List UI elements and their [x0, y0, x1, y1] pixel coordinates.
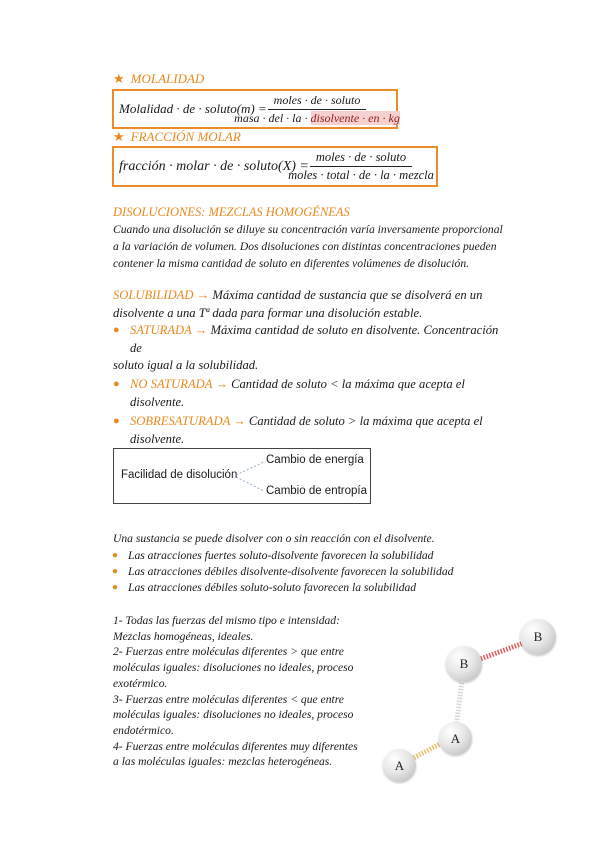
fraccion-numerator: moles · de · soluto: [310, 150, 412, 167]
interacciones-list: [112, 548, 453, 596]
fuerzas-line: Mezclas homogéneas, ideales.: [113, 629, 254, 643]
solubilidad-block: [113, 287, 543, 322]
star-icon: ★: [113, 71, 125, 86]
bullet-icon: ●: [112, 582, 119, 593]
fuerzas-line: 3- Fuerzas entre moléculas diferentes < que entre: [113, 692, 344, 706]
molalidad-denominator: masa · del · la · disolvente · en · kg: [234, 111, 400, 125]
sobresaturada-cont: disolvente.: [130, 431, 185, 446]
disoluciones-line: a la variación de volumen. Dos disoluciones con distintas concentraciones pueden: [113, 240, 497, 253]
molecule-a-upper: A: [439, 722, 472, 755]
fuerzas-line: a las moléculas iguales: mezclas heterogéneas.: [113, 755, 333, 769]
bullet-icon: ●: [112, 550, 119, 561]
disoluciones-line: Cuando una disolución se diluye su concentración varía inversamente proporcional: [113, 223, 503, 236]
diagram-left-label: Facilidad de disolución: [121, 469, 238, 481]
fraccion-heading: ★ FRACCIÓN MOLAR: [113, 129, 241, 144]
saturada-cont: de: [130, 340, 142, 355]
solubilidad-text: Máxima cantidad de sustancia que se disolverá en un: [209, 288, 483, 302]
bullet-icon: ●: [113, 415, 120, 427]
molalidad-heading: ★ MOLALIDAD: [113, 71, 205, 86]
list-item: ● Las atracciones débiles soluto-soluto favorecen la solubilidad: [112, 581, 417, 594]
disoluciones-heading: DISOLUCIONES: MEZCLAS HOMOGÉNEAS: [113, 205, 350, 219]
saturada-after: soluto igual a la solubilidad.: [113, 358, 259, 372]
fuerzas-line: moléculas iguales: disoluciones no ideales, proceso: [113, 661, 354, 675]
fraccion-formula-box: [112, 146, 438, 187]
molalidad-formula-box: [112, 89, 398, 129]
star-icon: ★: [113, 129, 125, 144]
fraccion-denominator: moles · total · de · la · mezcla: [288, 168, 434, 182]
molecule-a-lower: A: [383, 749, 416, 782]
fraccion-lhs: fracción · molar · de · soluto(X) =: [119, 159, 309, 174]
diagram-entropy-label: Cambio de entropía: [266, 485, 368, 497]
bullet-icon: ●: [113, 324, 120, 336]
fuerzas-line: moléculas iguales: disoluciones no ideales, proceso: [113, 708, 354, 722]
no-saturada-item: ● NO SATURADA → Cantidad de soluto < la máxima que acepta el disolvente.: [113, 376, 543, 411]
fuerzas-line: 4- Fuerzas entre moléculas diferentes muy diferentes: [113, 739, 358, 753]
disoluciones-line: contener la misma cantidad de soluto en diferentes volúmenes de disolución.: [113, 257, 470, 270]
molalidad-lhs: Molalidad · de · soluto(m) =: [119, 101, 267, 116]
fuerzas-line: 2- Fuerzas entre moléculas diferentes > que entre: [113, 645, 344, 659]
fuerzas-block: [113, 613, 383, 770]
molalidad-fraction: [234, 93, 400, 126]
fuerzas-line: endotérmico.: [113, 723, 174, 737]
solubilidad-label: SOLUBILIDAD →: [113, 288, 210, 302]
no-saturada-cont: disolvente.: [130, 394, 185, 409]
fraccion-fraction: [288, 150, 434, 183]
diagram-energy-label: Cambio de energía: [266, 454, 364, 466]
fuerzas-line: exotérmico.: [113, 676, 168, 690]
fuerzas-line: 1- Todas las fuerzas del mismo tipo e intensidad:: [113, 614, 340, 627]
molecule-b-upper: B: [520, 619, 556, 655]
molecule-b-lower: B: [446, 646, 482, 682]
disoluciones-paragraph: [113, 221, 533, 272]
diagram-connector-lines: [234, 449, 270, 503]
molalidad-numerator: moles · de · soluto: [268, 93, 367, 110]
interacciones-intro: Una sustancia se puede disolver con o sin reacción con el disolvente.: [113, 532, 435, 545]
bullet-icon: ●: [113, 378, 120, 390]
solubilidad-text-2: disolvente a una Tª dada para formar una disolución estable.: [113, 305, 423, 320]
list-item: ● Las atracciones fuertes soluto-disolvente favorecen la solubilidad: [112, 549, 434, 562]
disolvente-highlight: disolvente · en · kg: [310, 111, 400, 125]
bullet-icon: ●: [112, 566, 119, 577]
list-item: ● Las atracciones débiles disolvente-disolvente favorecen la solubilidad: [112, 565, 454, 578]
saturada-item: ● SATURADA → Máxima cantidad de soluto en disolvente. Concentración de soluto igual a la solubilidad.: [113, 322, 543, 375]
facilidad-diagram: [113, 448, 371, 504]
sobresaturada-item: ● SOBRESATURADA → Cantidad de soluto > la máxima que acepta el disolvente.: [113, 413, 543, 448]
